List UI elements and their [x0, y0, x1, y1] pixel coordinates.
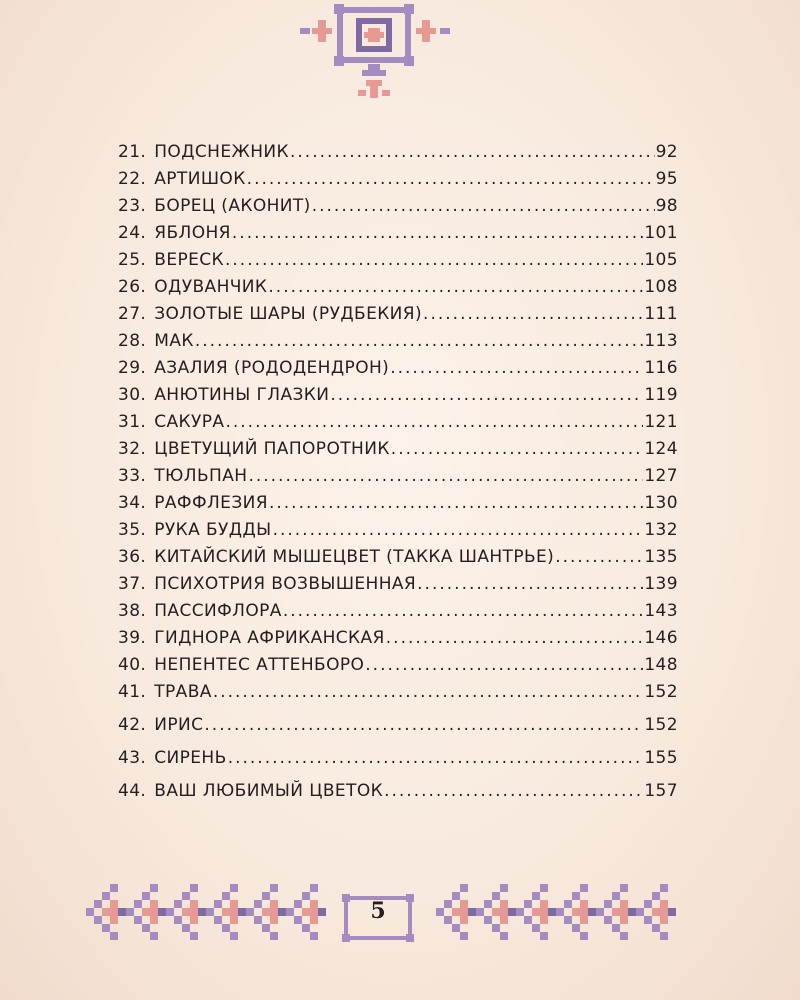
entry-page: 146: [644, 628, 678, 648]
toc-entry[interactable]: [118, 781, 678, 808]
entry-title: ТЮЛЬПАН: [154, 466, 248, 486]
entry-number: 34.: [118, 493, 147, 513]
entry-title: СИРЕНЬ: [154, 748, 227, 768]
toc-entry[interactable]: [118, 466, 678, 493]
entry-number: 39.: [118, 628, 147, 648]
dot-leader: [204, 715, 643, 735]
dot-leader: [391, 439, 644, 459]
toc-entry[interactable]: [118, 601, 678, 628]
entry-title: ВАШ ЛЮБИМЫЙ ЦВЕТОК: [154, 781, 384, 801]
entry-number: 28.: [118, 331, 147, 351]
entry-title: ЦВЕТУЩИЙ ПАПОРОТНИК: [154, 439, 390, 459]
entry-number: 30.: [118, 385, 147, 405]
dot-leader: [225, 250, 643, 270]
dot-leader: [273, 520, 644, 540]
entry-page: 157: [644, 781, 678, 801]
toc-entry[interactable]: [118, 169, 678, 196]
entry-title: МАК: [154, 331, 194, 351]
entry-page: 152: [644, 715, 678, 735]
entry-number: 41.: [118, 682, 147, 702]
entry-number: 33.: [118, 466, 147, 486]
dot-leader: [555, 547, 643, 567]
top-ornament: [300, 0, 500, 104]
entry-page: 98: [655, 196, 678, 216]
entry-title: ПОДСНЕЖНИК: [154, 142, 289, 162]
entry-page: 132: [644, 520, 678, 540]
entry-number: 24.: [118, 223, 147, 243]
entry-title: ТРАВА: [154, 682, 212, 702]
entry-page: 116: [644, 358, 678, 378]
entry-number: 21.: [118, 142, 147, 162]
dot-leader: [290, 142, 655, 162]
entry-title: АЗАЛИЯ (РОДОДЕНДРОН): [154, 358, 390, 378]
entry-title: АРТИШОК: [154, 169, 246, 189]
dot-leader: [386, 628, 644, 648]
entry-page: 121: [644, 412, 678, 432]
dot-leader: [225, 412, 643, 432]
entry-number: 26.: [118, 277, 147, 297]
entry-page: 119: [644, 385, 678, 405]
entry-page: 108: [644, 277, 678, 297]
entry-page: 152: [644, 682, 678, 702]
toc-entry[interactable]: [118, 142, 678, 169]
toc-entry[interactable]: [118, 385, 678, 412]
entry-title: АНЮТИНЫ ГЛАЗКИ: [154, 385, 330, 405]
entry-title: БОРЕЦ (АКОНИТ): [154, 196, 311, 216]
dot-leader: [365, 655, 643, 675]
entry-page: 111: [644, 304, 678, 324]
entry-page: 113: [644, 331, 678, 351]
entry-page: 130: [644, 493, 678, 513]
entry-number: 36.: [118, 547, 147, 567]
entry-page: 135: [644, 547, 678, 567]
dot-leader: [228, 748, 644, 768]
toc-entry[interactable]: [118, 358, 678, 385]
dot-leader: [269, 493, 643, 513]
entry-title: ЯБЛОНЯ: [154, 223, 231, 243]
page-number: 5: [370, 898, 386, 924]
toc-entry[interactable]: [118, 715, 678, 748]
entry-number: 27.: [118, 304, 147, 324]
dot-leader: [330, 385, 643, 405]
toc-entry[interactable]: [118, 304, 678, 331]
dot-leader: [312, 196, 655, 216]
entry-number: 40.: [118, 655, 147, 675]
entry-page: 95: [655, 169, 678, 189]
dot-leader: [423, 304, 643, 324]
toc-entry[interactable]: [118, 196, 678, 223]
toc-entry[interactable]: [118, 412, 678, 439]
dot-leader: [283, 601, 644, 621]
toc-entry[interactable]: [118, 655, 678, 682]
entry-number: 32.: [118, 439, 147, 459]
entry-title: РУКА БУДДЫ: [154, 520, 272, 540]
dot-leader: [195, 331, 644, 351]
entry-number: 31.: [118, 412, 147, 432]
entry-number: 25.: [118, 250, 147, 270]
entry-page: 101: [644, 223, 678, 243]
entry-page: 92: [655, 142, 678, 162]
dot-leader: [232, 223, 643, 243]
toc-entry[interactable]: [118, 223, 678, 250]
dot-leader: [268, 277, 643, 297]
toc-entry[interactable]: [118, 331, 678, 358]
toc-entry[interactable]: [118, 520, 678, 547]
dot-leader: [247, 169, 655, 189]
entry-title: САКУРА: [154, 412, 225, 432]
toc-entry[interactable]: [118, 628, 678, 655]
entry-page: 143: [644, 601, 678, 621]
entry-number: 35.: [118, 520, 147, 540]
entry-number: 37.: [118, 574, 147, 594]
entry-page: 155: [644, 748, 678, 768]
dot-leader: [213, 682, 644, 702]
toc-entry[interactable]: [118, 748, 678, 781]
entry-number: 29.: [118, 358, 147, 378]
entry-title: РАФФЛЕЗИЯ: [154, 493, 268, 513]
dot-leader: [417, 574, 643, 594]
entry-title: ПСИХОТРИЯ ВОЗВЫШЕННАЯ: [154, 574, 417, 594]
entry-page: 127: [644, 466, 678, 486]
toc-entry[interactable]: [118, 250, 678, 277]
entry-title: ГИДНОРА АФРИКАНСКАЯ: [154, 628, 385, 648]
entry-number: 23.: [118, 196, 147, 216]
entry-title: ИРИС: [154, 715, 204, 735]
entry-page: 139: [644, 574, 678, 594]
entry-title: ЗОЛОТЫЕ ШАРЫ (РУДБЕКИЯ): [154, 304, 423, 324]
toc-entry[interactable]: [118, 682, 678, 715]
entry-number: 22.: [118, 169, 147, 189]
entry-title: НЕПЕНТЕС АТТЕНБОРО: [154, 655, 365, 675]
entry-title: КИТАЙСКИЙ МЫШЕЦВЕТ (ТАККА ШАНТРЬЕ): [154, 547, 555, 567]
toc-entry[interactable]: [118, 277, 678, 304]
entry-page: 105: [644, 250, 678, 270]
toc-entry[interactable]: [118, 574, 678, 601]
entry-title: ВЕРЕСК: [154, 250, 224, 270]
table-of-contents: [118, 142, 678, 808]
entry-title: ПАССИФЛОРА: [154, 601, 282, 621]
entry-page: 148: [644, 655, 678, 675]
toc-entry[interactable]: [118, 439, 678, 466]
entry-title: ОДУВАНЧИК: [154, 277, 268, 297]
entry-number: 38.: [118, 601, 147, 621]
entry-number: 43.: [118, 748, 147, 768]
entry-number: 42.: [118, 715, 147, 735]
entry-page: 124: [644, 439, 678, 459]
toc-entry[interactable]: [118, 547, 678, 574]
toc-entry[interactable]: [118, 493, 678, 520]
dot-leader: [384, 781, 643, 801]
entry-number: 44.: [118, 781, 147, 801]
dot-leader: [248, 466, 643, 486]
dot-leader: [390, 358, 643, 378]
